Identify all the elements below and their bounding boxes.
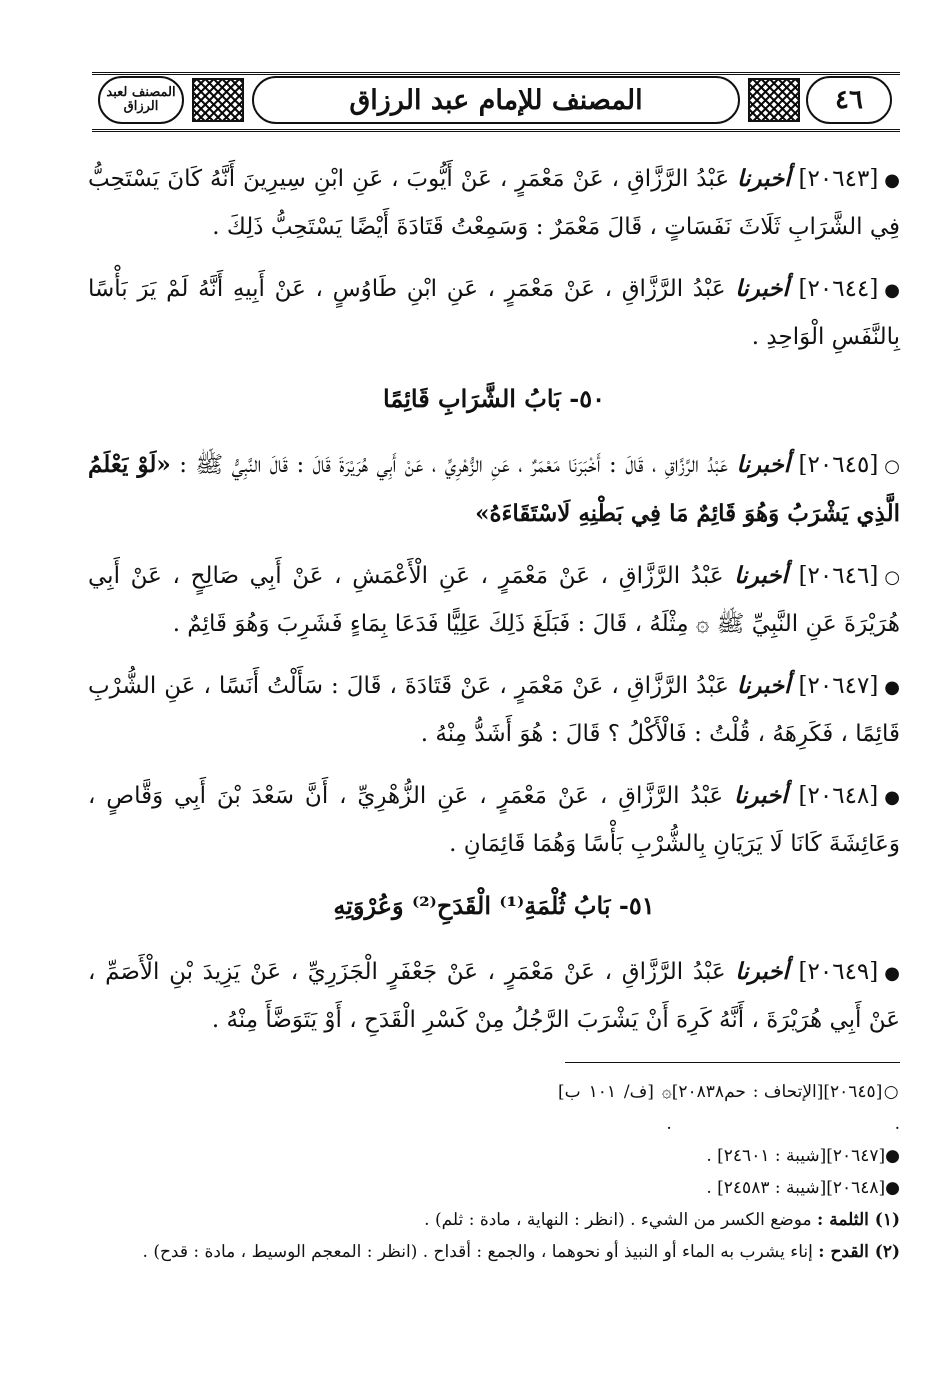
hadith-marker: ● <box>884 963 900 984</box>
hadith-number: [٢٠٦٤٣] <box>798 166 879 192</box>
header-title-cartouche <box>252 76 740 124</box>
akhbarana: أخبرنا <box>736 165 791 192</box>
hadith-marker: ● <box>884 170 901 191</box>
footnote-2-label: (٢) القدح : <box>818 1242 900 1262</box>
akhbarana: أخبرنا <box>736 451 791 478</box>
hadith-text: عَبْدُ الرَّزَّاقِ ، عَنْ مَعْمَرٍ ، عَنْ جَعْفَرٍ الْجَزَرِيِّ ، عَنْ يَزِيدَ بْنِ الْأَصَمِّ ، عَنْ أَبِي هُرَيْرَةَ ، أَنَّهُ كَرِهَ أَنْ يَشْرَبَ الرَّجُلُ مِنْ كَسْرِ الْقَدَحِ ، أَوْ يَتَوَضَّأَ مِنْهُ . <box>88 959 900 1033</box>
hadith-20644 <box>88 265 900 361</box>
footnote-ref2: ●[٢٠٦٤٧][شيبة : ٢٤٦٠١] . <box>706 1146 900 1166</box>
ornament-left <box>192 78 244 122</box>
publisher-logo <box>98 76 184 124</box>
hadith-text: عَبْدُ الرَّزَّاقِ ، قَالَ : أَخْبَرَنَا مَعْمَرٌ ، عَنِ الزُّهْرِيِّ ، عَنْ أَبِي هُرَيْرَةَ قَالَ : قَالَ النَّبِيُّ ﷺ : <box>179 452 729 478</box>
hadith-number: [٢٠٦٤٤] <box>798 276 879 302</box>
footnote-2 <box>88 1236 900 1268</box>
footnote-1 <box>88 1204 900 1236</box>
hadith-marker: ○ <box>884 456 901 477</box>
hadith-marker: ● <box>884 280 901 301</box>
footnote-divider <box>565 1062 900 1063</box>
akhbarana: أخبرنا <box>735 275 789 302</box>
book-title: المصنف للإمام عبد الرزاق <box>349 84 643 116</box>
footnote-ref-20645 <box>88 1076 900 1140</box>
footnotes <box>88 1076 900 1268</box>
hadith-number: [٢٠٦٤٦] <box>798 563 879 589</box>
hadith-number: [٢٠٦٤٨] <box>798 783 879 809</box>
logo-text: المصنف لعبد الرزاق <box>106 85 176 114</box>
hadith-text: عَبْدُ الرَّزَّاقِ ، عَنْ مَعْمَرٍ ، عَنِ الزُّهْرِيِّ ، أَنَّ سَعْدَ بْنَ أَبِي وَقَّاصٍ ، وَعَائِشَةَ كَانَا لَا يَرَيَانِ بِالشُّرْبِ بَأْسًا وَهُمَا قَائِمَانِ . <box>88 783 900 857</box>
hadith-marker: ○ <box>884 567 901 588</box>
footnote-ref1: ○[٢٠٦٤٥][الإتحاف : حم٢٠٨٣٨] . <box>671 1082 900 1134</box>
ornament-right <box>748 78 800 122</box>
hadith-marker: ● <box>884 677 901 698</box>
hadith-number: [٢٠٦٤٧] <box>798 673 879 699</box>
prophetic-quote: «لَوْ يَعْلَمُ الَّذِي يَشْرَبُ وَهُوَ قَائِمٌ مَا فِي بَطْنِهِ لَاسْتَقَاءَهُ» <box>88 451 900 527</box>
hadith-20647 <box>88 662 900 758</box>
footnote-1-label: (١) الثلمة : <box>817 1210 900 1230</box>
hadith-20643 <box>88 155 900 251</box>
hadith-20649 <box>88 948 900 1044</box>
akhbarana: أخبرنا <box>734 782 788 809</box>
page-header <box>92 72 900 132</box>
chapter-heading-50: ٥٠- بَابُ الشَّرَابِ قَائِمًا <box>383 384 605 413</box>
page-number-cartouche <box>806 76 892 124</box>
footnote-ref3: ●[٢٠٦٤٨][شيبة : ٢٤٥٨٣] . <box>706 1178 900 1198</box>
main-text <box>88 155 900 1058</box>
footnote-1-text: موضع الكسر من الشيء . (انظر : النهاية ، مادة : ثلم) . <box>424 1210 812 1230</box>
akhbarana: أخبرنا <box>736 672 791 699</box>
chapter-heading-51: ٥١- بَابُ ثُلْمَةِ⁽¹⁾ الْقَدَحِ⁽²⁾ وَعُرْوَتِهِ <box>333 891 655 920</box>
akhbarana: أخبرنا <box>734 562 788 589</box>
hadith-number: [٢٠٦٤٩] <box>798 959 879 985</box>
akhbarana: أخبرنا <box>735 958 789 985</box>
hadith-number: [٢٠٦٤٥] <box>798 452 879 478</box>
hadith-text: عَبْدُ الرَّزَّاقِ ، عَنْ مَعْمَرٍ ، عَنْ قَتَادَةَ ، قَالَ : سَأَلْتُ أَنَسًا ، عَنِ الشُّرْبِ قَائِمًا ، فَكَرِهَهُ ، قُلْتُ : فَالْأَكْلُ ؟ قَالَ : هُوَ أَشَدُّ مِنْهُ . <box>88 673 900 747</box>
hadith-text: عَبْدُ الرَّزَّاقِ ، عَنْ مَعْمَرٍ ، عَنِ الْأَعْمَشِ ، عَنْ أَبِي صَالِحٍ ، عَنْ أَبِي هُرَيْرَةَ عَنِ النَّبِيِّ ﷺ ۞ مِثْلَهُ ، قَالَ : فَبَلَغَ ذَلِكَ عَلِيًّا فَدَعَا بِمَاءٍ فَشَرِبَ وَهُوَ قَائِمٌ . <box>88 563 900 637</box>
hadith-text: عَبْدُ الرَّزَّاقِ ، عَنْ مَعْمَرٍ ، عَنِ ابْنِ طَاوُسٍ ، عَنْ أَبِيهِ أَنَّهُ لَمْ يَرَ بَأْسًا بِالنَّفَسِ الْوَاحِدِ . <box>88 276 900 350</box>
hadith-20648 <box>88 772 900 868</box>
footnote-ref1-side: ۞ [ف/ ١٠١ ب] . <box>558 1082 672 1134</box>
hadith-text: عَبْدُ الرَّزَّاقِ ، عَنْ مَعْمَرٍ ، عَنْ أَيُّوبَ ، عَنِ ابْنِ سِيرِينَ أَنَّهُ كَانَ يَسْتَحِبُّ فِي الشَّرَابِ ثَلَاثَ نَفَسَاتٍ ، قَالَ مَعْمَرٌ : وَسَمِعْتُ قَتَادَةَ أَيْضًا يَسْتَحِبُّ ذَلِكَ . <box>88 166 900 240</box>
page-number: ٤٦ <box>835 85 863 115</box>
hadith-20645 <box>88 441 900 538</box>
hadith-20646 <box>88 552 900 648</box>
hadith-marker: ● <box>884 787 900 808</box>
footnote-2-text: إناء يشرب به الماء أو النبيذ أو نحوهما ، والجمع : أقداح . (انظر : المعجم الوسيط ، مادة : قدح) . <box>142 1242 813 1262</box>
